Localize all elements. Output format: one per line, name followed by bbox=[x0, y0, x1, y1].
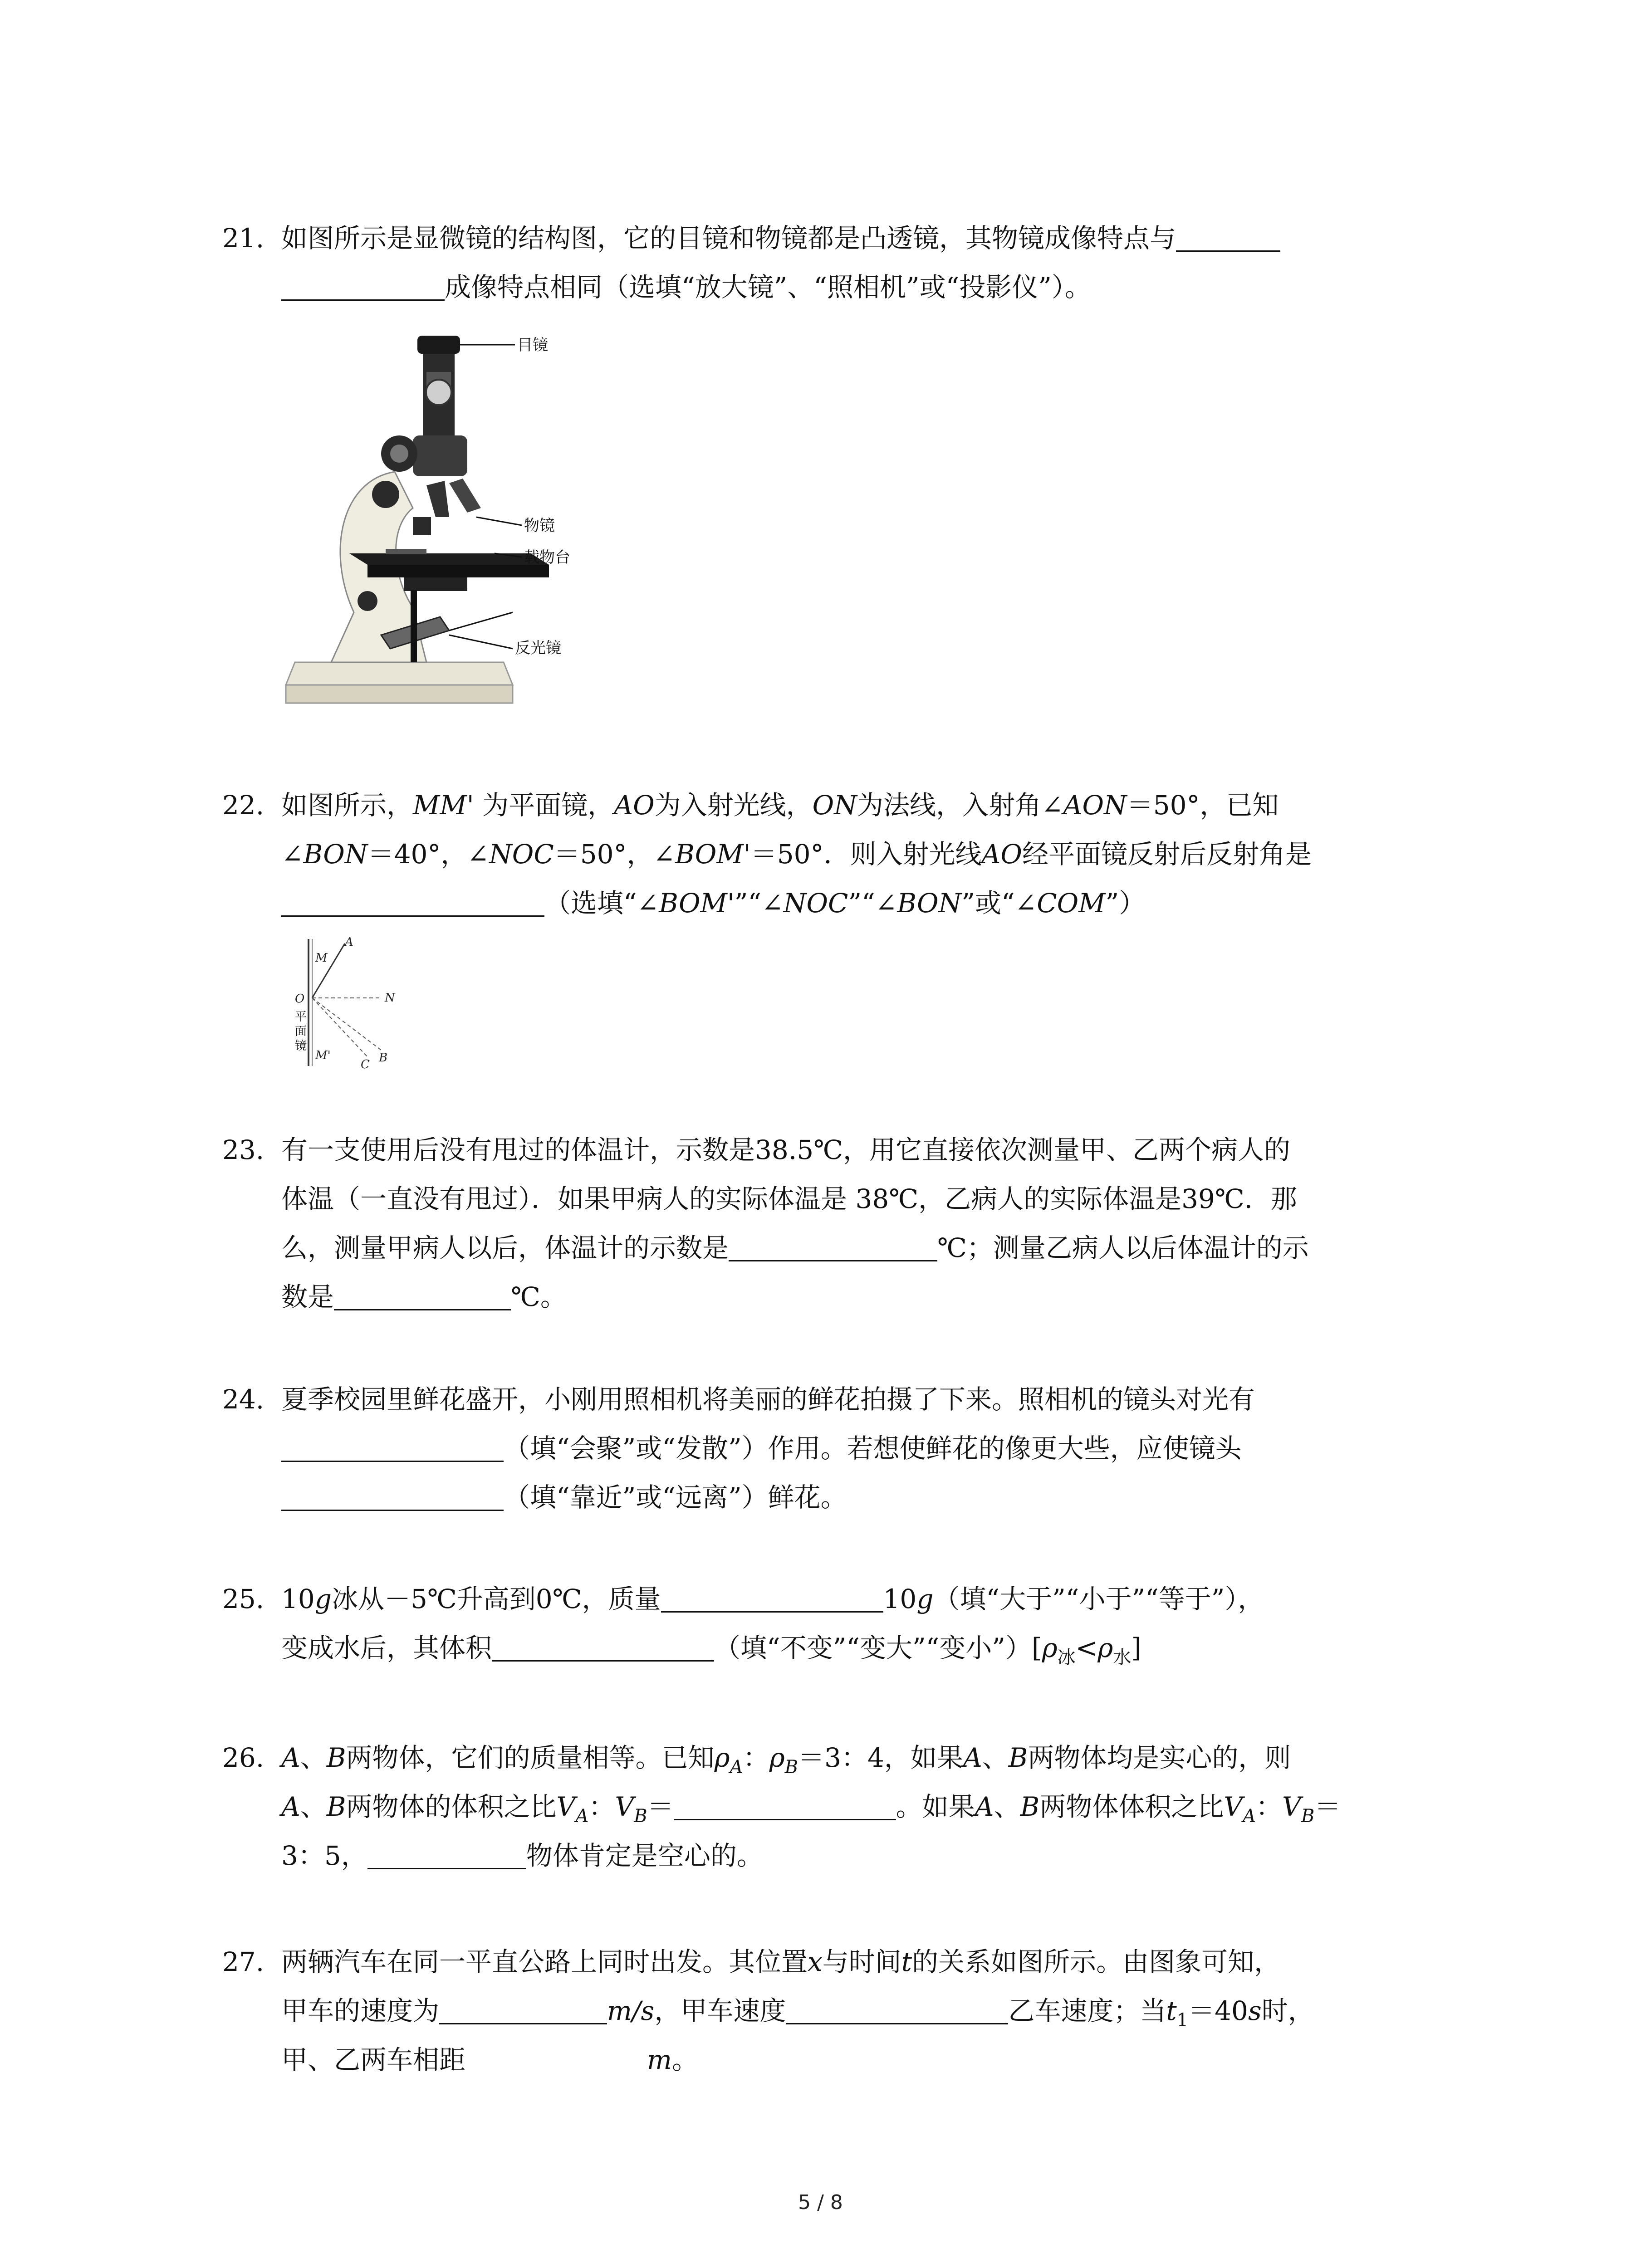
question-number: 26. bbox=[222, 1742, 265, 1773]
label-A: A bbox=[345, 935, 353, 949]
math: x bbox=[808, 1946, 823, 1977]
math: t bbox=[901, 1946, 912, 1977]
math: COM bbox=[1037, 888, 1106, 919]
math: m bbox=[647, 2044, 672, 2075]
math: V bbox=[1224, 1791, 1243, 1822]
math: BOM' bbox=[659, 888, 735, 919]
math: V bbox=[556, 1791, 576, 1822]
subscript: A bbox=[575, 1806, 589, 1827]
subscript: 水 bbox=[1113, 1647, 1132, 1668]
label-M: M bbox=[315, 951, 328, 965]
math: AO bbox=[981, 839, 1022, 870]
label-eyepiece: 目镜 bbox=[517, 336, 548, 354]
mirror-text-2: 面 bbox=[295, 1025, 307, 1038]
text: 时， bbox=[1261, 1995, 1314, 2026]
math: AO bbox=[614, 790, 655, 821]
text: 。 bbox=[672, 2044, 699, 2075]
text: 乙车速度；当 bbox=[1008, 1995, 1166, 2026]
math: g bbox=[916, 1584, 934, 1614]
question-number: 27. bbox=[222, 1946, 265, 1977]
math: s bbox=[1248, 1995, 1262, 2026]
label-M-prime: M' bbox=[315, 1049, 331, 1062]
text: （填“会聚”或“发散”）作用。若想使鲜花的像更大些，应使镜头 bbox=[504, 1433, 1242, 1464]
text: 变成水后，其体积 bbox=[281, 1633, 492, 1663]
text: （填“不变”“变大”“变小”）[ bbox=[714, 1633, 1042, 1663]
text: ＝50°．则入射光线 bbox=[750, 839, 982, 870]
question-number: 23. bbox=[222, 1134, 265, 1165]
math: ρ bbox=[714, 1742, 730, 1773]
q27-blank-2[interactable] bbox=[786, 1996, 1008, 2024]
q25-blank-1[interactable] bbox=[661, 1584, 883, 1613]
text: 么，测量甲病人以后，体温计的示数是 bbox=[281, 1232, 729, 1263]
text: 夏季校园里鲜花盛开，小刚用照相机将美丽的鲜花拍摄了下来。照相机的镜头对光有 bbox=[281, 1384, 1255, 1415]
text: ＝50°，已知 bbox=[1127, 790, 1279, 821]
text: < bbox=[1075, 1633, 1098, 1663]
math: ON bbox=[812, 790, 857, 821]
text: 甲、乙两车相距 bbox=[281, 2044, 466, 2075]
text: 两物体体积之比 bbox=[1039, 1791, 1224, 1822]
text: 冰从－5℃升高到0℃，质量 bbox=[331, 1584, 661, 1614]
q27-blank-1[interactable] bbox=[439, 1996, 607, 2024]
text: 有一支使用后没有甩过的体温计，示数是38.5℃，用它直接依次测量甲、乙两个病人的 bbox=[281, 1134, 1291, 1165]
q27-blank-3[interactable] bbox=[465, 2046, 647, 2073]
q21-blank[interactable] bbox=[1176, 223, 1280, 252]
math: t bbox=[1166, 1995, 1177, 2026]
math: ρ bbox=[1097, 1633, 1113, 1663]
text: ] bbox=[1131, 1633, 1142, 1663]
q22-blank[interactable] bbox=[281, 888, 544, 917]
math: A bbox=[281, 1791, 300, 1822]
text: ： bbox=[743, 1742, 769, 1773]
q24-blank-1[interactable] bbox=[281, 1433, 504, 1462]
text: ： bbox=[588, 1791, 615, 1822]
text: ＝50°，∠ bbox=[554, 839, 676, 870]
q25-blank-2[interactable] bbox=[492, 1633, 714, 1662]
subscript: B bbox=[1301, 1806, 1315, 1827]
q21-line1: 如图所示是显微镜的结构图，它的目镜和物镜都是凸透镜，其物镜成像特点与 bbox=[281, 223, 1176, 254]
label-stage: 载物台 bbox=[524, 548, 570, 567]
math: ρ bbox=[769, 1742, 785, 1773]
question-number: 21. bbox=[222, 223, 265, 254]
math: NOC bbox=[489, 839, 554, 870]
text: ，甲车速度 bbox=[654, 1995, 786, 2026]
text: ： bbox=[1256, 1791, 1283, 1822]
subscript: 冰 bbox=[1057, 1647, 1076, 1668]
subscript: B bbox=[784, 1757, 798, 1778]
math: B bbox=[1008, 1742, 1028, 1773]
text: 物体肯定是空心的。 bbox=[526, 1840, 763, 1871]
math: A bbox=[963, 1742, 982, 1773]
text: 10 bbox=[281, 1584, 315, 1614]
text: 两物体均是实心的，则 bbox=[1028, 1742, 1291, 1773]
math: B bbox=[326, 1791, 346, 1822]
subscript: 1 bbox=[1176, 2010, 1189, 2031]
text: 、 bbox=[982, 1742, 1009, 1773]
question-number: 25. bbox=[222, 1584, 265, 1614]
math: BON bbox=[303, 839, 368, 870]
q23-blank-2[interactable] bbox=[334, 1282, 511, 1310]
text: 甲车的速度为 bbox=[281, 1995, 440, 2026]
label-objective: 物镜 bbox=[524, 517, 555, 535]
text: 为入射光线， bbox=[654, 790, 813, 821]
math: g bbox=[314, 1584, 332, 1614]
math: m/s bbox=[607, 1995, 655, 2026]
text: ＝40°，∠ bbox=[367, 839, 490, 870]
math: BON bbox=[897, 888, 962, 919]
q23-blank-1[interactable] bbox=[729, 1233, 937, 1261]
text: 、 bbox=[300, 1791, 327, 1822]
label-B: B bbox=[379, 1051, 388, 1065]
text: ＝3：4，如果 bbox=[798, 1742, 963, 1773]
math: A bbox=[281, 1742, 300, 1773]
text: 的关系如图所示。由图象可知， bbox=[912, 1946, 1281, 1977]
text: 为法线，入射角∠ bbox=[857, 790, 1063, 821]
label-O: O bbox=[295, 992, 305, 1006]
q21-line2: 成像特点相同（选填“放大镜”、“照相机”或“投影仪”）。 bbox=[445, 272, 1091, 303]
text: ∠ bbox=[281, 839, 304, 870]
math: V bbox=[1282, 1791, 1301, 1822]
text: ＝ bbox=[647, 1791, 674, 1822]
text: ℃。 bbox=[511, 1281, 567, 1312]
microscope-figure bbox=[277, 318, 622, 726]
mirror-diagram bbox=[277, 930, 404, 1075]
subscript: A bbox=[1243, 1806, 1256, 1827]
text: 两物体的体积之比 bbox=[346, 1791, 557, 1822]
text: 两物体，它们的质量相等。已知 bbox=[346, 1742, 715, 1773]
text: 、 bbox=[994, 1791, 1020, 1822]
page-number: 5 / 8 bbox=[798, 2191, 843, 2214]
q24-blank-2[interactable] bbox=[281, 1482, 504, 1511]
math: V bbox=[615, 1791, 634, 1822]
math: B bbox=[326, 1742, 346, 1773]
text: （填“靠近”或“远离”）鲜花。 bbox=[504, 1482, 847, 1513]
subscript: A bbox=[730, 1757, 743, 1778]
math: NOC bbox=[783, 888, 848, 919]
text: ℃；测量乙病人以后体温计的示 bbox=[937, 1232, 1309, 1263]
math: MM' bbox=[413, 790, 474, 821]
mirror-text-1: 平 bbox=[295, 1010, 307, 1024]
text: ”“∠ bbox=[848, 888, 897, 919]
text: （选填“∠ bbox=[544, 888, 659, 919]
math: AON bbox=[1063, 790, 1127, 821]
text: 数是 bbox=[281, 1281, 334, 1312]
q26-blank-1[interactable] bbox=[674, 1792, 896, 1820]
text: 3：5， bbox=[281, 1840, 367, 1871]
math: BOM' bbox=[675, 839, 751, 870]
text: ＝ bbox=[1314, 1791, 1341, 1822]
question-number: 22. bbox=[222, 790, 265, 821]
subscript: B bbox=[634, 1806, 647, 1827]
text: （填“大于”“小于”“等于”）， bbox=[933, 1584, 1264, 1614]
math: B bbox=[1020, 1791, 1040, 1822]
q26-blank-2[interactable] bbox=[367, 1841, 526, 1869]
text: 为平面镜， bbox=[474, 790, 614, 821]
text: 、 bbox=[300, 1742, 327, 1773]
text: 10 bbox=[883, 1584, 917, 1614]
text: ”） bbox=[1105, 888, 1146, 919]
text: 如图所示， bbox=[281, 790, 413, 821]
text: 与时间 bbox=[822, 1946, 901, 1977]
text: ”“∠ bbox=[734, 888, 784, 919]
math: ρ bbox=[1042, 1633, 1058, 1663]
text: 体温（一直没有甩过）．如果甲病人的实际体温是 38℃，乙病人的实际体温是39℃．那 bbox=[281, 1183, 1297, 1214]
text: 。如果 bbox=[896, 1791, 975, 1822]
label-C: C bbox=[361, 1058, 370, 1071]
label-mirror: 反光镜 bbox=[515, 639, 561, 657]
text: 两辆汽车在同一平直公路上同时出发。其位置 bbox=[281, 1946, 808, 1977]
question-number: 24. bbox=[222, 1384, 265, 1415]
label-N: N bbox=[385, 991, 395, 1005]
math: A bbox=[975, 1791, 994, 1822]
text: 经平面镜反射后反射角是 bbox=[1022, 839, 1312, 870]
mirror-text-3: 镜 bbox=[295, 1039, 307, 1053]
text: ”或“∠ bbox=[961, 888, 1037, 919]
text: ＝40 bbox=[1188, 1995, 1248, 2026]
q21-blank-cont[interactable] bbox=[281, 272, 445, 301]
